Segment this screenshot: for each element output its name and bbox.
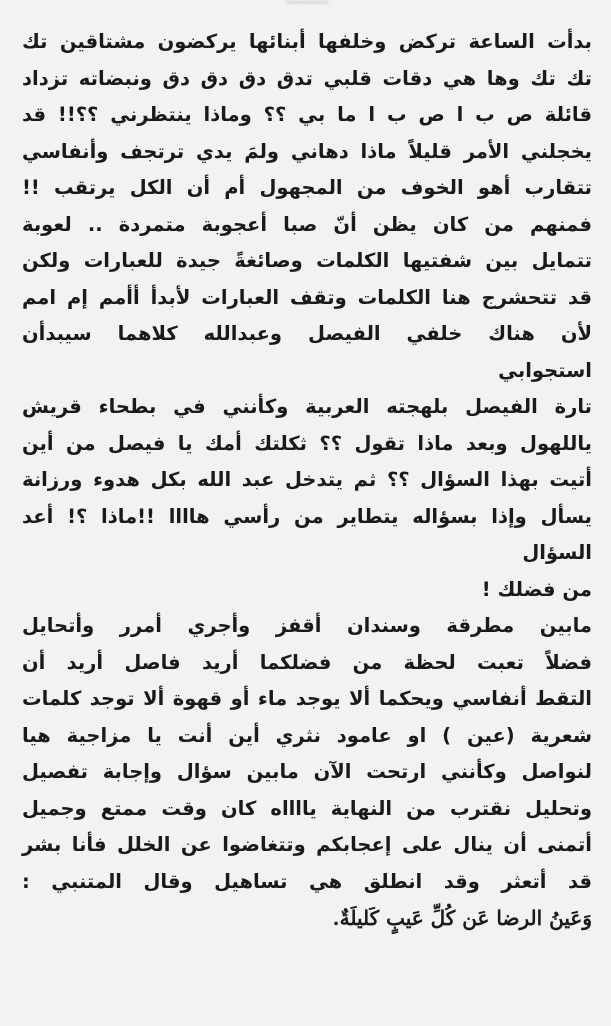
faded-header-text (178, 0, 328, 7)
text-line: لأن هناك خلفي الفيصل وعبدالله كلاهما سيبدأن (22, 322, 592, 345)
top-faded-header (0, 0, 611, 22)
text-line: تارة الفيصل بلهجته العربية وكأنني في بطحاء قريش (22, 395, 592, 418)
text-line: تتقارب أهو الخوف من المجهول أم أن الكل يرتقب !! (22, 176, 592, 199)
text-line: ياللهول وبعد ماذا تقول ؟؟ ثكلتك أمك يا فيصل من أين (22, 431, 592, 455)
text-line: من فضلك ! (481, 577, 592, 601)
text-line: فضلاً تعبت لحظة من فضلكما أريد فاصل أريد أن (22, 650, 592, 674)
text-line: استجوابي (498, 358, 592, 382)
text-line: التقط أنفاسي ويحكما ألا يوجد ماء أو قهوة ألا توجد كلمات (22, 687, 592, 710)
text-line: قد تتحشرج هنا الكلمات وتقف العبارات لأبدأ أأمم إم امم (22, 285, 592, 309)
text-line: أتمنى أن ينال على إعجابكم وتتغاضوا عن الخلل فأنا بشر (22, 833, 592, 856)
text-line: شعرية (عين ) او عامود نثري أين أنت يا مزاجية هيا (22, 723, 592, 747)
poetry-verse-line: وَعَينُ الرضا عَن كُلِّ عَيبٍ كَليلَةٌ. (332, 906, 592, 930)
text-line: تتمايل بين شفتيها الكلمات وصائغةً جيدة للعبارات ولكن (22, 249, 592, 272)
document-body (22, 24, 592, 937)
text-line: السؤال (522, 541, 592, 564)
text-line: قائلة ص ب ا ص ب ا ما بي ؟؟ وماذا ينتظرني ؟؟!! قد (22, 103, 592, 126)
text-line: أتيت بهذا السؤال ؟؟ ثم يتدخل عبد الله بكل هدوء ورزانة (22, 468, 592, 491)
text-line: يسأل وإذا بسؤاله يتطاير من رأسي هاااا !!ماذا ؟! أعد (22, 504, 592, 528)
text-line: لنواصل وكأنني ارتحت الآن مابين سؤال وإجابة تفصيل (22, 760, 592, 783)
text-line: يخجلني الأمر قليلاً ماذا دهاني ولمَ يدي ترتجف وأنفاسي (22, 139, 592, 163)
text-line: مابين مطرقة وسندان أقفز وأجري أمرر وأتحايل (22, 614, 592, 637)
text-line: قد أتعثر وقد انطلق هي تساهيل وقال المتنبي : (22, 869, 592, 893)
text-line: بدأت الساعة تركض وخلفها أبنائها يركضون مشتاقين تك (22, 30, 592, 53)
text-line: فمنهم من كان يظن أنّ صبا أعجوبة متمردة .. لعوبة (22, 212, 592, 236)
text-line: تك تك وها هي دقات قلبي تدق دق دق دق ونبضاته تزداد (22, 66, 592, 90)
text-line: وتحليل نقترب من النهاية يااااه كان وقت ممتع وجميل (22, 796, 592, 820)
